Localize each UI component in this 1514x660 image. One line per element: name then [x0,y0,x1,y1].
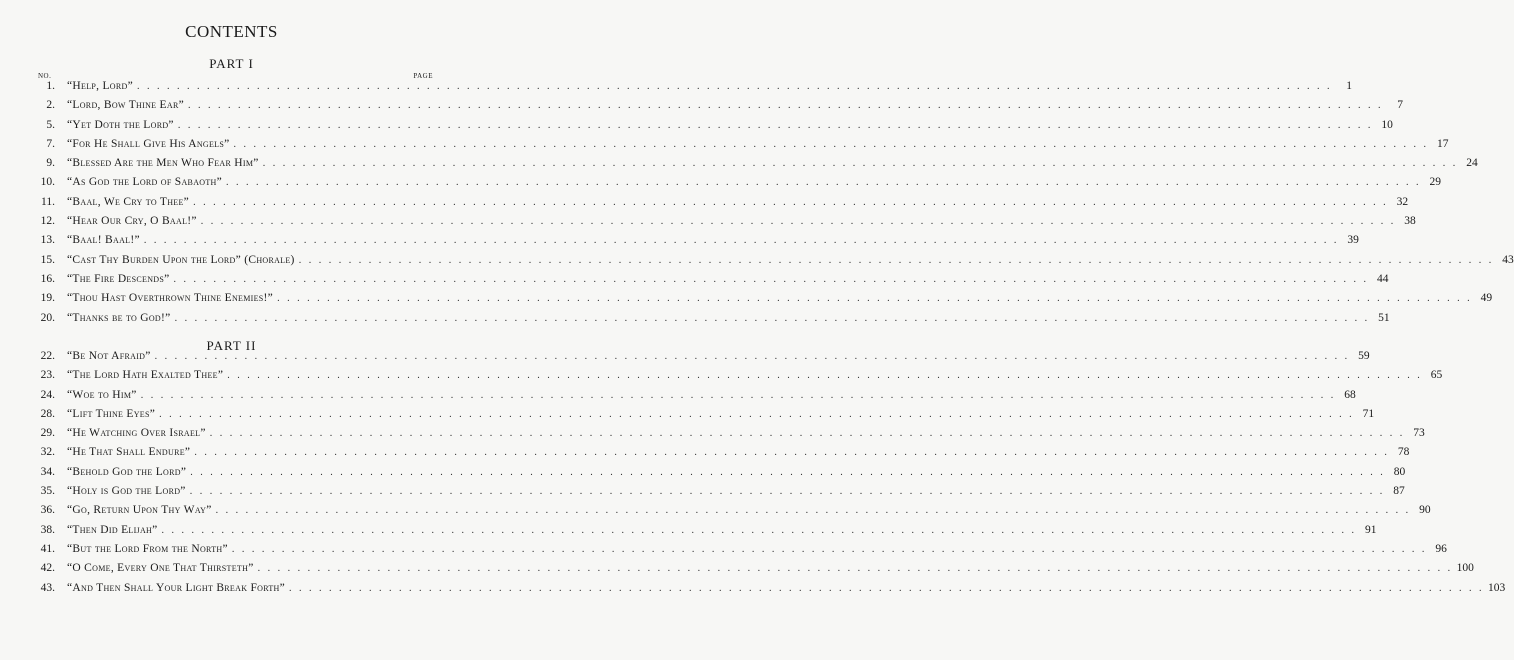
dot-leader: . . . . . . . . . . . . . . . . . . . . . . . . . . . . . . . . . . . . . . . . . . . . . . . . . . . . . . . . . . . . . . . . . . . . . . . . . . . . . . . . . . . . . . . . . . . . . . . . . . . . . . . . . . . . . . . . . . . . . . . . [143,235,1339,247]
dot-leader: . . . . . . . . . . . . . . . . . . . . . . . . . . . . . . . . . . . . . . . . . . . . . . . . . . . . . . . . . . . . . . . . . . . . . . . . . . . . . . . . . . . . . . . . . . . . . . . . . . . . . . . . . . . . . . . . . . . . . . . . [161,524,1357,536]
entry-title: “The Fire Descends” [67,272,170,285]
dot-leader: . . . . . . . . . . . . . . . . . . . . . . . . . . . . . . . . . . . . . . . . . . . . . . . . . . . . . . . . . . . . . . . . . . . . . . . . . . . . . . . . . . . . . . . . . . . . . . . . . . . . . . . . . . . . . . . . . . . . . . . . [174,312,1370,324]
entry-page-number: 1 [1346,80,1353,92]
entry-number: 16. [40,272,55,285]
entry-page-number: 17 [1437,137,1449,150]
toc-entry [28,80,1353,99]
entry-number: 34. [40,465,55,478]
entry-title: “Woe to Him” [67,388,137,401]
dot-leader: . . . . . . . . . . . . . . . . . . . . . . . . . . . . . . . . . . . . . . . . . . . . . . . . . . . . . . . . . . . . . . . . . . . . . . . . . . . . . . . . . . . . . . . . . . . . . . . . . . . . . . . . . . . . . . . . . . . . . . . . [298,254,1494,266]
toc-entry [28,369,1443,388]
entry-title: “Lord, Bow Thine Ear” [67,99,184,112]
entry-title: “Holy is God the Lord” [67,485,186,498]
dot-leader: . . . . . . . . . . . . . . . . . . . . . . . . . . . . . . . . . . . . . . . . . . . . . . . . . . . . . . . . . . . . . . . . . . . . . . . . . . . . . . . . . . . . . . . . . . . . . . . . . . . . . . . . . . . . . . . . . . . . . . . . [194,447,1390,459]
entry-page-number: 51 [1378,311,1390,324]
entry-title: “And Then Shall Your Light Break Forth” [67,581,286,594]
dot-leader: . . . . . . . . . . . . . . . . . . . . . . . . . . . . . . . . . . . . . . . . . . . . . . . . . . . . . . . . . . . . . . . . . . . . . . . . . . . . . . . . . . . . . . . . . . . . . . . . . . . . . . . . . . . . . . . . . . . . . . . . [187,100,1383,112]
entry-number: 9. [46,157,55,170]
dot-leader: . . . . . . . . . . . . . . . . . . . . . . . . . . . . . . . . . . . . . . . . . . . . . . . . . . . . . . . . . . . . . . . . . . . . . . . . . . . . . . . . . . . . . . . . . . . . . . . . . . . . . . . . . . . . . . . . . . . . . . . . [231,543,1427,555]
toc-entry [28,523,1377,543]
dot-leader: . . . . . . . . . . . . . . . . . . . . . . . . . . . . . . . . . . . . . . . . . . . . . . . . . . . . . . . . . . . . . . . . . . . . . . . . . . . . . . . . . . . . . . . . . . . . . . . . . . . . . . . . . . . . . . . . . . . . . . . . [209,428,1405,440]
entry-page-number: 29 [1429,176,1442,189]
dot-leader: . . . . . . . . . . . . . . . . . . . . . . . . . . . . . . . . . . . . . . . . . . . . . . . . . . . . . . . . . . . . . . . . . . . . . . . . . . . . . . . . . . . . . . . . . . . . . . . . . . . . . . . . . . . . . . . . . . . . . . . . [262,158,1458,170]
entry-page-number: 24 [1466,157,1478,170]
dot-leader: . . . . . . . . . . . . . . . . . . . . . . . . . . . . . . . . . . . . . . . . . . . . . . . . . . . . . . . . . . . . . . . . . . . . . . . . . . . . . . . . . . . . . . . . . . . . . . . . . . . . . . . . . . . . . . . . . . . . . . . . [154,351,1350,362]
entry-number: 15. [40,253,55,266]
toc-entry [28,215,1416,234]
entry-title: “As God the Lord of Sabaoth” [67,176,223,189]
entry-number: 28. [40,407,55,420]
entry-number: 5. [46,118,55,131]
toc-entry [28,350,1370,369]
entry-page-number: 100 [1456,562,1474,575]
toc-entry [28,504,1431,523]
entry-page-number: 73 [1413,427,1425,440]
dot-leader: . . . . . . . . . . . . . . . . . . . . . . . . . . . . . . . . . . . . . . . . . . . . . . . . . . . . . . . . . . . . . . . . . . . . . . . . . . . . . . . . . . . . . . . . . . . . . . . . . . . . . . . . . . . . . . . . . . . . . . . . [257,563,1453,575]
entry-number: 32. [40,446,55,459]
entry-page-number: 87 [1393,485,1405,498]
entry-page-number: 103 [1488,581,1506,594]
entry-number: 29. [40,427,55,440]
dot-leader: . . . . . . . . . . . . . . . . . . . . . . . . . . . . . . . . . . . . . . . . . . . . . . . . . . . . . . . . . . . . . . . . . . . . . . . . . . . . . . . . . . . . . . . . . . . . . . . . . . . . . . . . . . . . . . . . . . . . . . . . [227,370,1423,382]
part-2-list [28,350,1506,601]
dot-leader: . . . . . . . . . . . . . . . . . . . . . . . . . . . . . . . . . . . . . . . . . . . . . . . . . . . . . . . . . . . . . . . . . . . . . . . . . . . . . . . . . . . . . . . . . . . . . . . . . . . . . . . . . . . . . . . . . . . . . . . . [189,486,1385,498]
entry-number: 13. [40,234,55,247]
dot-leader: . . . . . . . . . . . . . . . . . . . . . . . . . . . . . . . . . . . . . . . . . . . . . . . . . . . . . . . . . . . . . . . . . . . . . . . . . . . . . . . . . . . . . . . . . . . . . . . . . . . . . . . . . . . . . . . . . . . . . . . . [140,389,1336,401]
entry-number: 36. [40,504,55,517]
entry-page-number: 78 [1397,446,1410,459]
entry-number: 10. [40,176,55,189]
dot-leader: . . . . . . . . . . . . . . . . . . . . . . . . . . . . . . . . . . . . . . . . . . . . . . . . . . . . . . . . . . . . . . . . . . . . . . . . . . . . . . . . . . . . . . . . . . . . . . . . . . . . . . . . . . . . . . . . . . . . . . . . [173,273,1369,285]
entry-page-number: 80 [1393,465,1406,478]
toc-entry [28,292,1493,311]
dot-leader: . . . . . . . . . . . . . . . . . . . . . . . . . . . . . . . . . . . . . . . . . . . . . . . . . . . . . . . . . . . . . . . . . . . . . . . . . . . . . . . . . . . . . . . . . . . . . . . . . . . . . . . . . . . . . . . . . . . . . . . . [200,216,1396,228]
entry-number: 38. [40,523,55,536]
entry-page-number: 32 [1396,195,1409,208]
entry-number: 35. [40,485,55,498]
toc-entry [28,465,1406,485]
dot-leader: . . . . . . . . . . . . . . . . . . . . . . . . . . . . . . . . . . . . . . . . . . . . . . . . . . . . . . . . . . . . . . . . . . . . . . . . . . . . . . . . . . . . . . . . . . . . . . . . . . . . . . . . . . . . . . . . . . . . . . . . [177,119,1373,131]
entry-page-number: 71 [1362,407,1375,420]
toc-entry [28,253,1514,273]
entry-number: 11. [41,195,55,208]
toc-entry [28,446,1410,465]
entry-page-number: 49 [1480,292,1493,305]
entry-title: “Baal! Baal!” [67,234,140,247]
toc-entry [28,99,1403,118]
entry-title: “Baal, We Cry to Thee” [67,195,190,208]
dot-leader: . . . . . . . . . . . . . . . . . . . . . . . . . . . . . . . . . . . . . . . . . . . . . . . . . . . . . . . . . . . . . . . . . . . . . . . . . . . . . . . . . . . . . . . . . . . . . . . . . . . . . . . . . . . . . . . . . . . . . . . . [277,293,1473,305]
toc-entry [28,176,1442,195]
entry-number: 41. [40,542,55,555]
entry-title: “O Come, Every One That Thirsteth” [67,562,254,575]
part-2-heading: PART II [206,338,257,353]
entry-title: “Then Did Elijah” [67,523,158,536]
entry-title: “Hear Our Cry, O Baal!” [67,215,197,228]
toc-entry [28,427,1425,446]
entry-number: 1. [46,80,55,92]
entry-title: “Blessed Are the Men Who Fear Him” [67,157,259,170]
entry-page-number: 96 [1435,542,1447,555]
toc-entry [28,234,1359,253]
entry-title: “But the Lord From the North” [67,542,228,555]
entry-page-number: 91 [1365,523,1377,536]
entry-title: “Behold God the Lord” [67,465,187,478]
dot-leader: . . . . . . . . . . . . . . . . . . . . . . . . . . . . . . . . . . . . . . . . . . . . . . . . . . . . . . . . . . . . . . . . . . . . . . . . . . . . . . . . . . . . . . . . . . . . . . . . . . . . . . . . . . . . . . . . . . . . . . . . [226,177,1422,189]
entry-title: “Lift Thine Eyes” [67,407,156,420]
part-1-list [28,80,1514,331]
entry-page-number: 39 [1347,234,1359,247]
entry-page-number: 59 [1358,350,1370,362]
dot-leader: . . . . . . . . . . . . . . . . . . . . . . . . . . . . . . . . . . . . . . . . . . . . . . . . . . . . . . . . . . . . . . . . . . . . . . . . . . . . . . . . . . . . . . . . . . . . . . . . . . . . . . . . . . . . . . . . . . . . . . . . [137,81,1333,92]
entry-number: 43. [40,581,55,594]
part-1-heading: PART I [209,56,254,71]
dot-leader: . . . . . . . . . . . . . . . . . . . . . . . . . . . . . . . . . . . . . . . . . . . . . . . . . . . . . . . . . . . . . . . . . . . . . . . . . . . . . . . . . . . . . . . . . . . . . . . . . . . . . . . . . . . . . . . . . . . . . . . . [233,138,1429,150]
entry-title: “He Watching Over Israel” [67,427,206,440]
entry-title: “Thou Hast Overthrown Thine Enemies!” [67,292,274,305]
toc-entry [28,485,1405,504]
toc-entry [28,195,1409,215]
entry-page-number: 10 [1381,118,1393,131]
toc-entry [28,542,1447,562]
toc-entry [28,581,1506,601]
dot-leader: . . . . . . . . . . . . . . . . . . . . . . . . . . . . . . . . . . . . . . . . . . . . . . . . . . . . . . . . . . . . . . . . . . . . . . . . . . . . . . . . . . . . . . . . . . . . . . . . . . . . . . . . . . . . . . . . . . . . . . . . [289,582,1485,594]
toc-entry [28,562,1474,581]
entry-title: “He That Shall Endure” [67,446,191,459]
entry-title: “Be Not Afraid” [67,350,151,362]
entry-page-number: 38 [1404,215,1416,228]
entry-number: 7. [46,137,55,150]
page-column-header: PAGE [413,72,433,80]
entry-number: 24. [40,388,55,401]
entry-number: 12. [40,215,55,228]
entry-number: 42. [40,562,55,575]
entry-page-number: 7 [1397,99,1403,112]
toc-entry [28,272,1389,292]
toc-entry [28,388,1356,408]
entry-title: “Cast Thy Burden Upon the Lord” (Chorale) [67,253,295,266]
entry-number: 20. [40,311,55,324]
toc-entry [28,137,1449,157]
dot-leader: . . . . . . . . . . . . . . . . . . . . . . . . . . . . . . . . . . . . . . . . . . . . . . . . . . . . . . . . . . . . . . . . . . . . . . . . . . . . . . . . . . . . . . . . . . . . . . . . . . . . . . . . . . . . . . . . . . . . . . . . [215,505,1411,517]
toc-entry [28,311,1390,331]
entry-page-number: 68 [1344,388,1356,401]
toc-entry [28,407,1375,427]
entry-number: 23. [40,369,55,382]
entry-page-number: 90 [1419,504,1431,517]
dot-leader: . . . . . . . . . . . . . . . . . . . . . . . . . . . . . . . . . . . . . . . . . . . . . . . . . . . . . . . . . . . . . . . . . . . . . . . . . . . . . . . . . . . . . . . . . . . . . . . . . . . . . . . . . . . . . . . . . . . . . . . . [159,408,1355,420]
entry-number: 22. [40,350,55,362]
entry-title: “Go, Return Upon Thy Way” [67,504,212,517]
entry-number: 2. [46,99,55,112]
entry-page-number: 44 [1377,272,1389,285]
entry-title: “Yet Doth the Lord” [67,118,174,131]
dot-leader: . . . . . . . . . . . . . . . . . . . . . . . . . . . . . . . . . . . . . . . . . . . . . . . . . . . . . . . . . . . . . . . . . . . . . . . . . . . . . . . . . . . . . . . . . . . . . . . . . . . . . . . . . . . . . . . . . . . . . . . . [190,466,1386,478]
number-column-header: NO. [38,72,52,80]
dot-leader: . . . . . . . . . . . . . . . . . . . . . . . . . . . . . . . . . . . . . . . . . . . . . . . . . . . . . . . . . . . . . . . . . . . . . . . . . . . . . . . . . . . . . . . . . . . . . . . . . . . . . . . . . . . . . . . . . . . . . . . . [193,196,1389,208]
entry-title: “Help, Lord” [67,80,134,92]
toc-entry [28,157,1478,176]
entry-page-number: 43 [1502,253,1514,266]
page-title: CONTENTS [185,22,278,41]
entry-title: “Thanks be to God!” [67,311,171,324]
entry-number: 19. [40,292,55,305]
entry-title: “For He Shall Give His Angels” [67,137,230,150]
toc-entry [28,118,1393,138]
entry-page-number: 65 [1430,369,1443,382]
entry-title: “The Lord Hath Exalted Thee” [67,369,224,382]
